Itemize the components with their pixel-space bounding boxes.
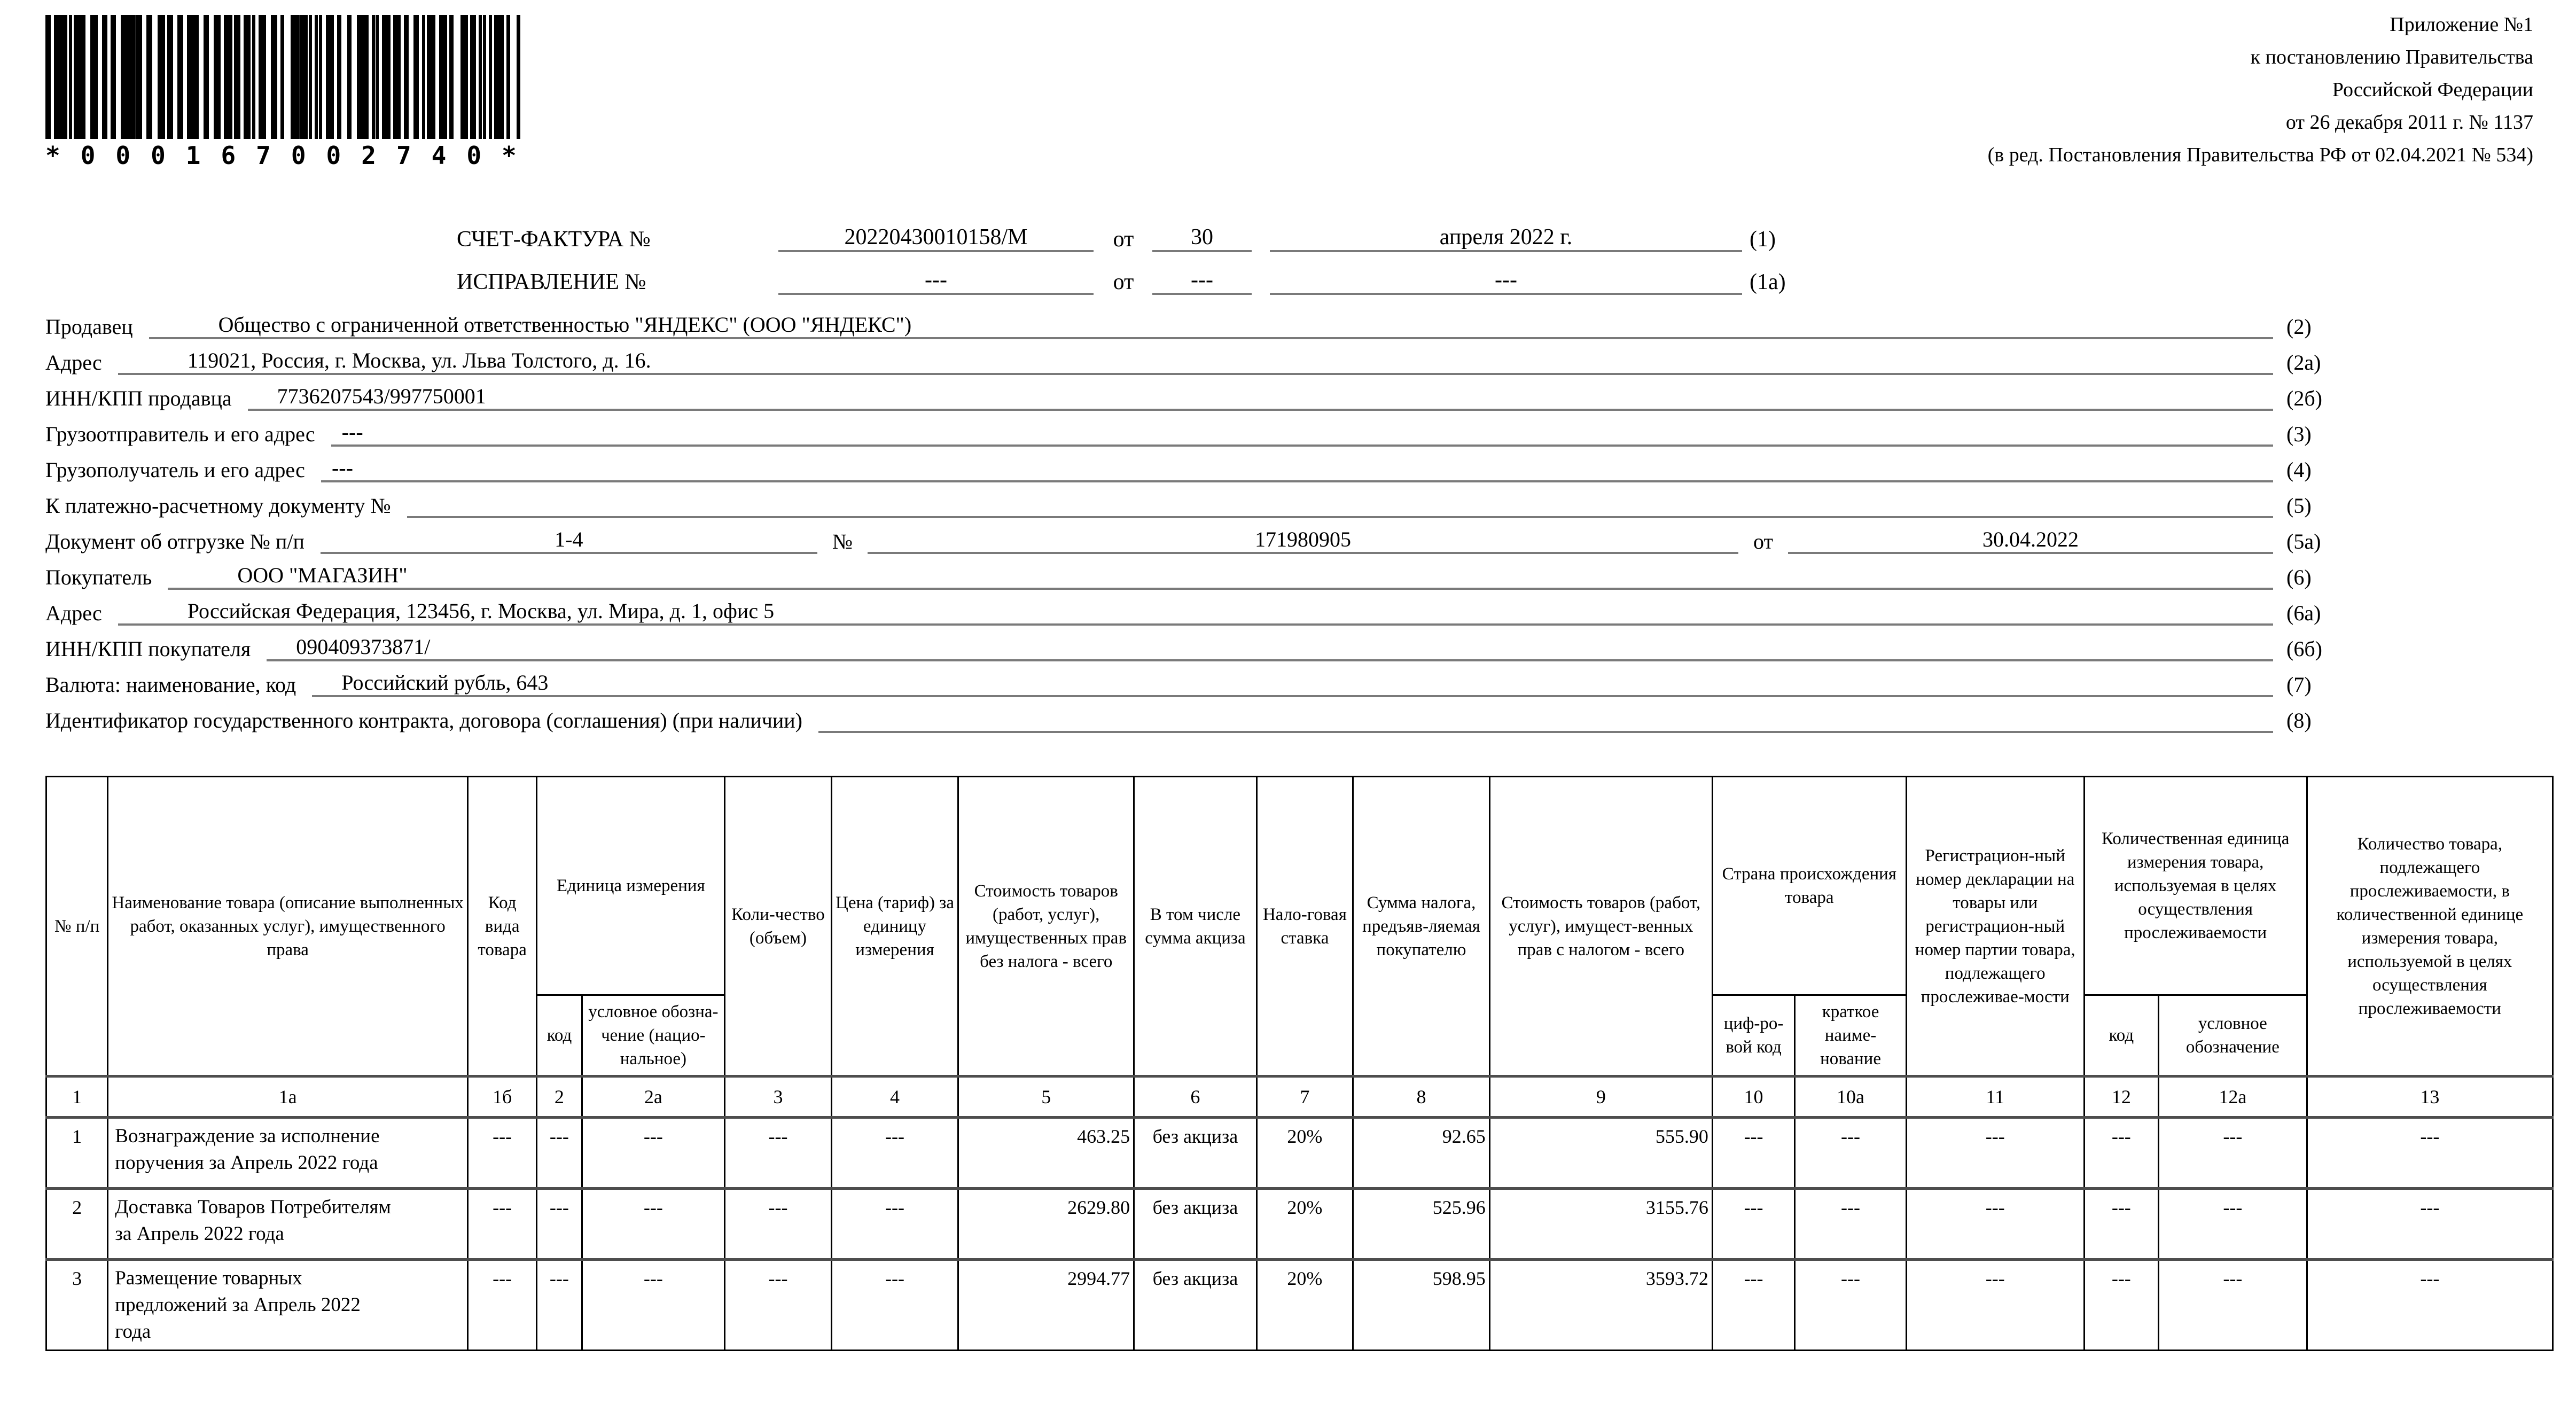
col-header-trace-unit-code: код [2084,995,2158,1077]
form-row-gov-contract [45,697,2375,733]
col-header-cost-without-tax: Стоимость товаров (работ, услуг), имущественных прав без налога - всего [958,777,1134,1077]
cell-item-name: Вознаграждение за исполнение поручения за Апрель 2022 года [108,1118,468,1189]
table-row [46,1189,2553,1260]
col-number: 10а [1795,1077,1907,1118]
col-header-country-code: циф-ро-вой код [1712,995,1794,1077]
col-header-trace-unit-symbol: условное обозначение [2158,995,2307,1077]
table-row [46,1260,2553,1351]
shipment-doc-label: Документ об отгрузке № п/п [45,529,305,553]
consignor-ref: (3) [2286,422,2312,446]
col-header-qty: Коли-чество (объем) [725,777,832,1077]
seller-address-label: Адрес [45,350,102,375]
form-row-consignee [45,447,2375,482]
cell-row-num: 1 [46,1118,108,1189]
cell-tax-amount: 92.65 [1353,1118,1490,1189]
col-number: 1а [108,1077,468,1118]
consignee-ref: (4) [2286,458,2312,482]
cell-price: --- [831,1189,958,1260]
invoice-ref-number: (1) [1750,227,1776,252]
col-header-price: Цена (тариф) за единицу измерения [831,777,958,1077]
buyer-inn-label: ИНН/КПП покупателя [45,637,251,661]
cell-cost-with-tax: 555.90 [1489,1118,1712,1189]
form-row-buyer [45,554,2375,590]
cell-trace-unit-code: --- [2084,1118,2158,1189]
currency-value: Российский рубль, 643 [312,670,2273,697]
cell-unit-code: --- [537,1260,582,1351]
col-header-cost-with-tax: Стоимость товаров (работ, услуг), имущест-венных прав с налогом - всего [1489,777,1712,1077]
buyer-address-ref: (6а) [2286,601,2321,625]
buyer-value: ООО "МАГАЗИН" [168,563,2273,590]
col-header-unit-group: Единица измерения [537,777,725,995]
cell-cost-without-tax: 463.25 [958,1118,1134,1189]
col-number: 7 [1256,1077,1353,1118]
currency-label: Валюта: наименование, код [45,673,296,697]
col-number: 2а [582,1077,725,1118]
col-number: 5 [958,1077,1134,1118]
cell-trace-unit-code: --- [2084,1260,2158,1351]
col-number: 2 [537,1077,582,1118]
invoice-date-day: 30 [1152,224,1252,252]
shipment-doc-ref: (5а) [2286,529,2321,553]
cell-price: --- [831,1118,958,1189]
table-row [46,1118,2553,1189]
cell-trace-qty: --- [2307,1189,2552,1260]
correction-date-day: --- [1152,267,1252,295]
col-header-country-group: Страна происхождения товара [1712,777,1906,995]
cell-cost-with-tax: 3593.72 [1489,1260,1712,1351]
barcode-text: *000167002740* [45,141,537,170]
seller-address-ref: (2а) [2286,350,2321,375]
column-number-row [46,1077,2553,1118]
seller-inn-label: ИНН/КПП продавца [45,386,232,410]
seller-inn-value: 7736207543/997750001 [248,384,2273,411]
cell-decl-number: --- [1906,1260,2084,1351]
col-number: 12а [2158,1077,2307,1118]
form-row-buyer-inn [45,626,2375,661]
legal-header [1988,9,2533,171]
cell-cost-with-tax: 3155.76 [1489,1189,1712,1260]
currency-ref: (7) [2286,673,2312,697]
cell-trace-unit-code: --- [2084,1189,2158,1260]
buyer-inn-ref: (6б) [2286,637,2322,661]
col-number: 10 [1712,1077,1794,1118]
cell-row-num: 3 [46,1260,108,1351]
seller-label: Продавец [45,315,133,339]
col-header-name: Наименование товара (описание выполненных работ, оказанных услуг), имущественного права [108,777,468,1077]
title-block [457,209,1786,295]
col-number: 1 [46,1077,108,1118]
form-row-seller [45,303,2375,339]
col-header-tax-amount: Сумма налога, предъяв-ляемая покупателю [1353,777,1490,1077]
gov-contract-value [818,731,2273,733]
cell-unit-code: --- [537,1189,582,1260]
cell-kind-code: --- [467,1118,536,1189]
invoice-number-label: СЧЕТ-ФАКТУРА № [457,227,651,252]
cell-trace-qty: --- [2307,1118,2552,1189]
cell-item-name: Доставка Товаров Потребителям за Апрель 2022 года [108,1189,468,1260]
col-header-unit-code: код [537,995,582,1077]
cell-country-code: --- [1712,1189,1794,1260]
cell-tax-amount: 525.96 [1353,1189,1490,1260]
correction-from-word: от [1113,270,1134,294]
barcode-image [45,15,526,139]
cell-cost-without-tax: 2994.77 [958,1260,1134,1351]
cell-unit-code: --- [537,1118,582,1189]
form-row-shipment-doc [45,518,2375,554]
shipment-doc-number-pp: 1-4 [321,527,817,554]
cell-excise: без акциза [1134,1189,1257,1260]
cell-cost-without-tax: 2629.80 [958,1189,1134,1260]
correction-date-monthyear: --- [1270,267,1742,295]
cell-country-name: --- [1795,1118,1907,1189]
col-number: 9 [1489,1077,1712,1118]
col-number: 8 [1353,1077,1490,1118]
cell-tax-rate: 20% [1256,1189,1353,1260]
buyer-inn-value: 090409373871/ [267,634,2273,661]
seller-value: Общество с ограниченной ответственностью "ЯНДЕКС" (ООО "ЯНДЕКС") [149,312,2273,339]
col-header-tax-rate: Нало-говая ставка [1256,777,1353,1077]
legal-ref-line: от 26 декабря 2011 г. № 1137 [2285,111,2533,134]
consignee-label: Грузополучатель и его адрес [45,458,305,482]
col-number: 12 [2084,1077,2158,1118]
cell-trace-unit-symbol: --- [2158,1189,2307,1260]
legal-ref-line: (в ред. Постановления Правительства РФ от 02.04.2021 № 534) [1987,144,2533,166]
cell-row-num: 2 [46,1189,108,1260]
form-row-seller-address [45,339,2375,375]
cell-decl-number: --- [1906,1118,2084,1189]
col-header-excise: В том числе сумма акциза [1134,777,1257,1077]
col-number: 1б [467,1077,536,1118]
legal-ref-line: Российской Федерации [2332,79,2533,101]
seller-inn-ref: (2б) [2286,386,2322,410]
buyer-address-label: Адрес [45,601,102,625]
cell-country-name: --- [1795,1189,1907,1260]
cell-excise: без акциза [1134,1118,1257,1189]
buyer-address-value: Российская Федерация, 123456, г. Москва, ул. Мира, д. 1, офис 5 [118,598,2273,626]
invoice-from-word: от [1113,227,1134,252]
cell-qty: --- [725,1189,832,1260]
table-header-row-1 [46,777,2553,995]
cell-excise: без акциза [1134,1260,1257,1351]
cell-tax-amount: 598.95 [1353,1260,1490,1351]
col-header-decl-number: Регистрацион-ный номер декларации на товары или регистрацион-ный номер партии товара, подлежащего прослеживае-мости [1906,777,2084,1077]
col-header-kind-code: Код вида товара [467,777,536,1077]
form-row-buyer-address [45,590,2375,626]
seller-ref: (2) [2286,315,2312,339]
correction-ref-number: (1а) [1750,270,1786,294]
goods-table [45,776,2554,1351]
col-number: 13 [2307,1077,2552,1118]
consignor-value: --- [331,419,2273,447]
cell-unit-symbol: --- [582,1118,725,1189]
requisites-section [45,303,2375,733]
shipment-doc-date: 30.04.2022 [1788,527,2273,554]
cell-tax-rate: 20% [1256,1260,1353,1351]
cell-qty: --- [725,1260,832,1351]
gov-contract-label: Идентификатор государственного контракта, договора (соглашения) (при наличии) [45,708,802,732]
seller-address-value: 119021, Россия, г. Москва, ул. Льва Толстого, д. 16. [118,348,2273,375]
cell-country-code: --- [1712,1118,1794,1189]
col-header-unit-symbol: условное обозна-чение (нацио-нальное) [582,995,725,1077]
col-header-num: № п/п [46,777,108,1077]
correction-number-row [457,252,1786,295]
cell-kind-code: --- [467,1260,536,1351]
cell-item-name: Размещение товарных предложений за Апрель 2022 года [108,1260,468,1351]
invoice-number-row [457,209,1786,252]
form-row-payment-doc [45,482,2375,518]
invoice-date-monthyear: апреля 2022 г. [1270,224,1742,252]
cell-tax-rate: 20% [1256,1118,1353,1189]
invoice-number-value: 20220430010158/М [778,224,1094,252]
col-number: 3 [725,1077,832,1118]
cell-decl-number: --- [1906,1189,2084,1260]
consignor-label: Грузоотправитель и его адрес [45,422,315,446]
col-number: 11 [1906,1077,2084,1118]
shipment-doc-no-sign: № [832,529,853,553]
shipment-doc-from-word: от [1753,529,1773,553]
correction-number-label: ИСПРАВЛЕНИЕ № [457,270,646,294]
payment-doc-ref: (5) [2286,494,2312,518]
form-row-seller-inn [45,375,2375,411]
col-number: 6 [1134,1077,1257,1118]
gov-contract-ref: (8) [2286,708,2312,732]
cell-trace-unit-symbol: --- [2158,1118,2307,1189]
cell-kind-code: --- [467,1189,536,1260]
correction-number-value: --- [778,267,1094,295]
cell-country-name: --- [1795,1260,1907,1351]
cell-country-code: --- [1712,1260,1794,1351]
cell-unit-symbol: --- [582,1260,725,1351]
legal-ref-line: Приложение №1 [2390,13,2533,36]
cell-qty: --- [725,1118,832,1189]
col-header-trace-unit-group: Количественная единица измерения товара, используемая в целях осуществления прослеживаемости [2084,777,2307,995]
cell-price: --- [831,1260,958,1351]
cell-trace-unit-symbol: --- [2158,1260,2307,1351]
col-header-trace-qty: Количество товара, подлежащего прослеживаемости, в количественной единице измерения товара, используемой в целях осуществления прослеживаемости [2307,777,2552,1077]
barcode-block [45,15,537,170]
consignee-value: --- [321,455,2273,482]
buyer-ref: (6) [2286,565,2312,589]
form-row-currency [45,661,2375,697]
col-number: 4 [831,1077,958,1118]
cell-trace-qty: --- [2307,1260,2552,1351]
payment-doc-value [407,516,2273,518]
cell-unit-symbol: --- [582,1189,725,1260]
legal-ref-line: к постановлению Правительства [2250,46,2533,68]
buyer-label: Покупатель [45,565,152,589]
payment-doc-label: К платежно-расчетному документу № [45,494,391,518]
form-row-consignor [45,411,2375,447]
col-header-country-name: краткое наиме-нование [1795,995,1907,1077]
shipment-doc-number: 171980905 [868,527,1738,554]
